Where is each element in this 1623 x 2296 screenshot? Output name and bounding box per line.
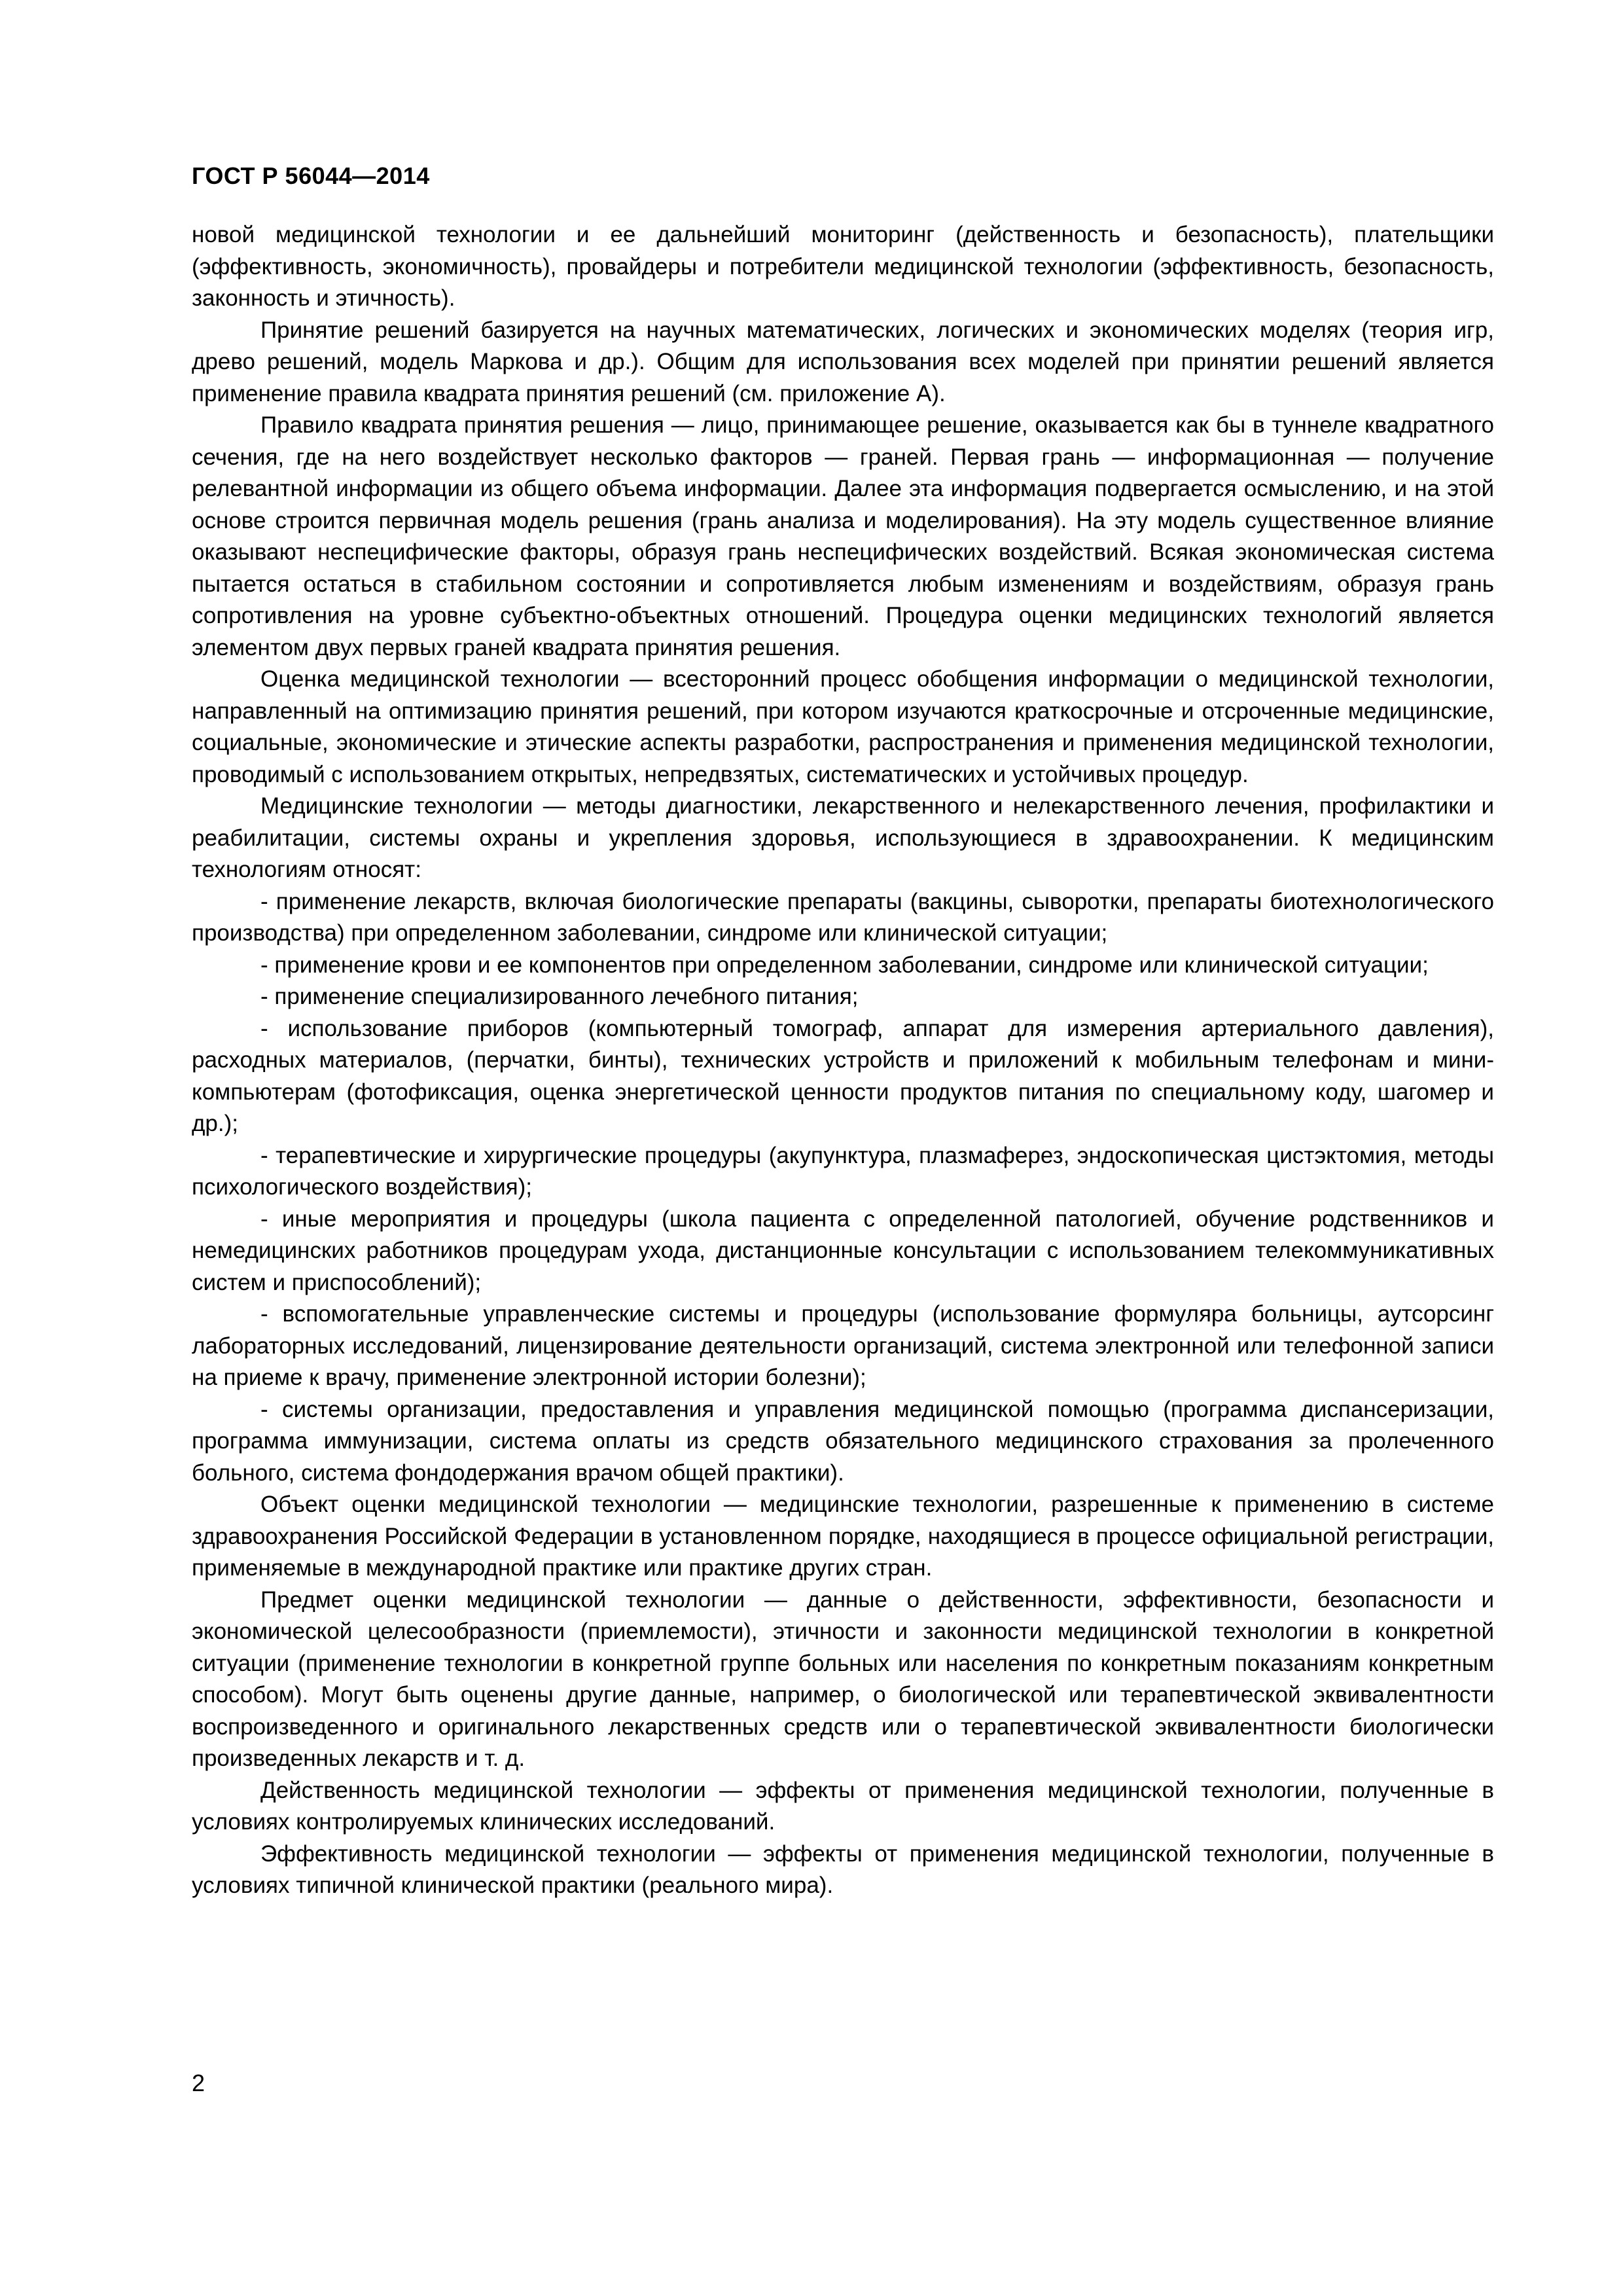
list-item-other-measures: - иные мероприятия и процедуры (школа пациента с определенной патологией, обучение родственников и немедицинских работников процедурам ухода, дистанционные консультации с использованием телекоммуникативных систем и приспособлений); [192, 1206, 1494, 1295]
paragraph-decision-square-rule: Правило квадрата принятия решения — лицо, принимающее решение, оказывается как бы в туннеле квадратного сечения, где на него воздействует несколько факторов — граней. Первая грань — информационная — получение релевантной информации из общего объема информации. Далее эта информация подвергается осмыслению, и на этой основе строится первичная модель решения (грань анализа и моделирования). На эту модель существенное влияние оказывают неспецифические факторы, образуя грань неспецифических воздействий. Всякая экономическая система пытается остаться в стабильном состоянии и сопротивляется любым изменениям и воздействиям, образуя грань сопротивления на уровне субъектно-объектных отношений. Процедура оценки медицинских технологий является элементом двух первых граней квадрата принятия решения. [192, 412, 1494, 660]
paragraph-efficacy: Действенность медицинской технологии — эффекты от применения медицинской технологии, полученные в условиях контролируемых клинических исследований. [192, 1777, 1494, 1835]
list-item-blood: - применение крови и ее компонентов при определенном заболевании, синдроме или клинической ситуации; [260, 952, 1429, 978]
paragraph-technology-assessment: Оценка медицинской технологии — всесторонний процесс обобщения информации о медицинской технологии, направленный на оптимизацию принятия решений, при котором изучаются краткосрочные и отсроченные медицинские, социальные, экономические и этические аспекты разработки, распространения и применения медицинской технологии, проводимый с использованием открытых, непредвзятых, систематических и устойчивых процедур. [192, 666, 1494, 787]
paragraph-medical-technologies: Медицинские технологии — методы диагностики, лекарственного и нелекарственного лечения, профилактики и реабилитации, системы охраны и укрепления здоровья, использующиеся в здравоохранении. К медицинским технологиям относят: [192, 793, 1494, 882]
standard-header: ГОСТ Р 56044—2014 [192, 162, 430, 189]
list-item-care-organization: - системы организации, предоставления и управления медицинской помощью (программа диспансеризации, программа иммунизации, система оплаты из средств обязательного медицинского страхования за пролеченного больного, система фондодержания врачом общей практики). [192, 1396, 1494, 1486]
page-number: 2 [192, 2070, 205, 2096]
list-item-nutrition: - применение специализированного лечебного питания; [260, 984, 859, 1009]
paragraph-assessment-object: Объект оценки медицинской технологии — медицинские технологии, разрешенные к применению в системе здравоохранения Российской Федерации в установленном порядке, находящиеся в процессе официальной регистрации, применяемые в международной практике или практике других стран. [192, 1492, 1494, 1581]
document-body [192, 219, 1494, 1902]
paragraph-effectiveness: Эффективность медицинской технологии — эффекты от применения медицинской технологии, полученные в условиях типичной клинической практики (реального мира). [192, 1840, 1494, 1898]
paragraph-continuation: новой медицинской технологии и ее дальнейший мониторинг (действенность и безопасность), плательщики (эффективность, экономичность), провайдеры и потребители медицинской технологии (эффективность, безопасность, законность и этичность). [192, 222, 1494, 311]
list-item-drugs: - применение лекарств, включая биологические препараты (вакцины, сыворотки, препараты биотехнологического производства) при определенном заболевании, синдроме или клинической ситуации; [192, 888, 1494, 946]
paragraph-decision-making: Принятие решений базируется на научных математических, логических и экономических моделях (теория игр, древо решений, модель Маркова и др.). Общим для использования всех моделей при принятии решений является применение правила квадрата принятия решений (см. приложение А). [192, 317, 1494, 406]
list-item-procedures: - терапевтические и хирургические процедуры (акупунктура, плазмаферез, эндоскопическая цистэктомия, методы психологического воздействия); [192, 1142, 1494, 1200]
list-item-management-systems: - вспомогательные управленческие системы и процедуры (использование формуляра больницы, аутсорсинг лабораторных исследований, лицензирование деятельности организаций, система электронной или телефонной записи на приеме к врачу, применение электронной истории болезни); [192, 1301, 1494, 1390]
list-item-devices: - использование приборов (компьютерный томограф, аппарат для измерения артериального давления), расходных материалов, (перчатки, бинты), технических устройств и приложений к мобильным телефонам и мини-компьютерам (фотофиксация, оценка энергетической ценности продуктов питания по специальному коду, шагомер и др.); [192, 1015, 1494, 1136]
paragraph-assessment-subject: Предмет оценки медицинской технологии — данные о действенности, эффективности, безопасности и экономической целесообразности (приемлемости), этичности и законности медицинской технологии в конкретной ситуации (применение технологии в конкретной группе больных или населения по конкретным показаниям конкретным способом). Могут быть оценены другие данные, например, о биологической или терапевтической эквивалентности воспроизведенного и оригинального лекарственных средств или о терапевтической эквивалентности биологически произведенных лекарств и т. д. [192, 1587, 1494, 1771]
